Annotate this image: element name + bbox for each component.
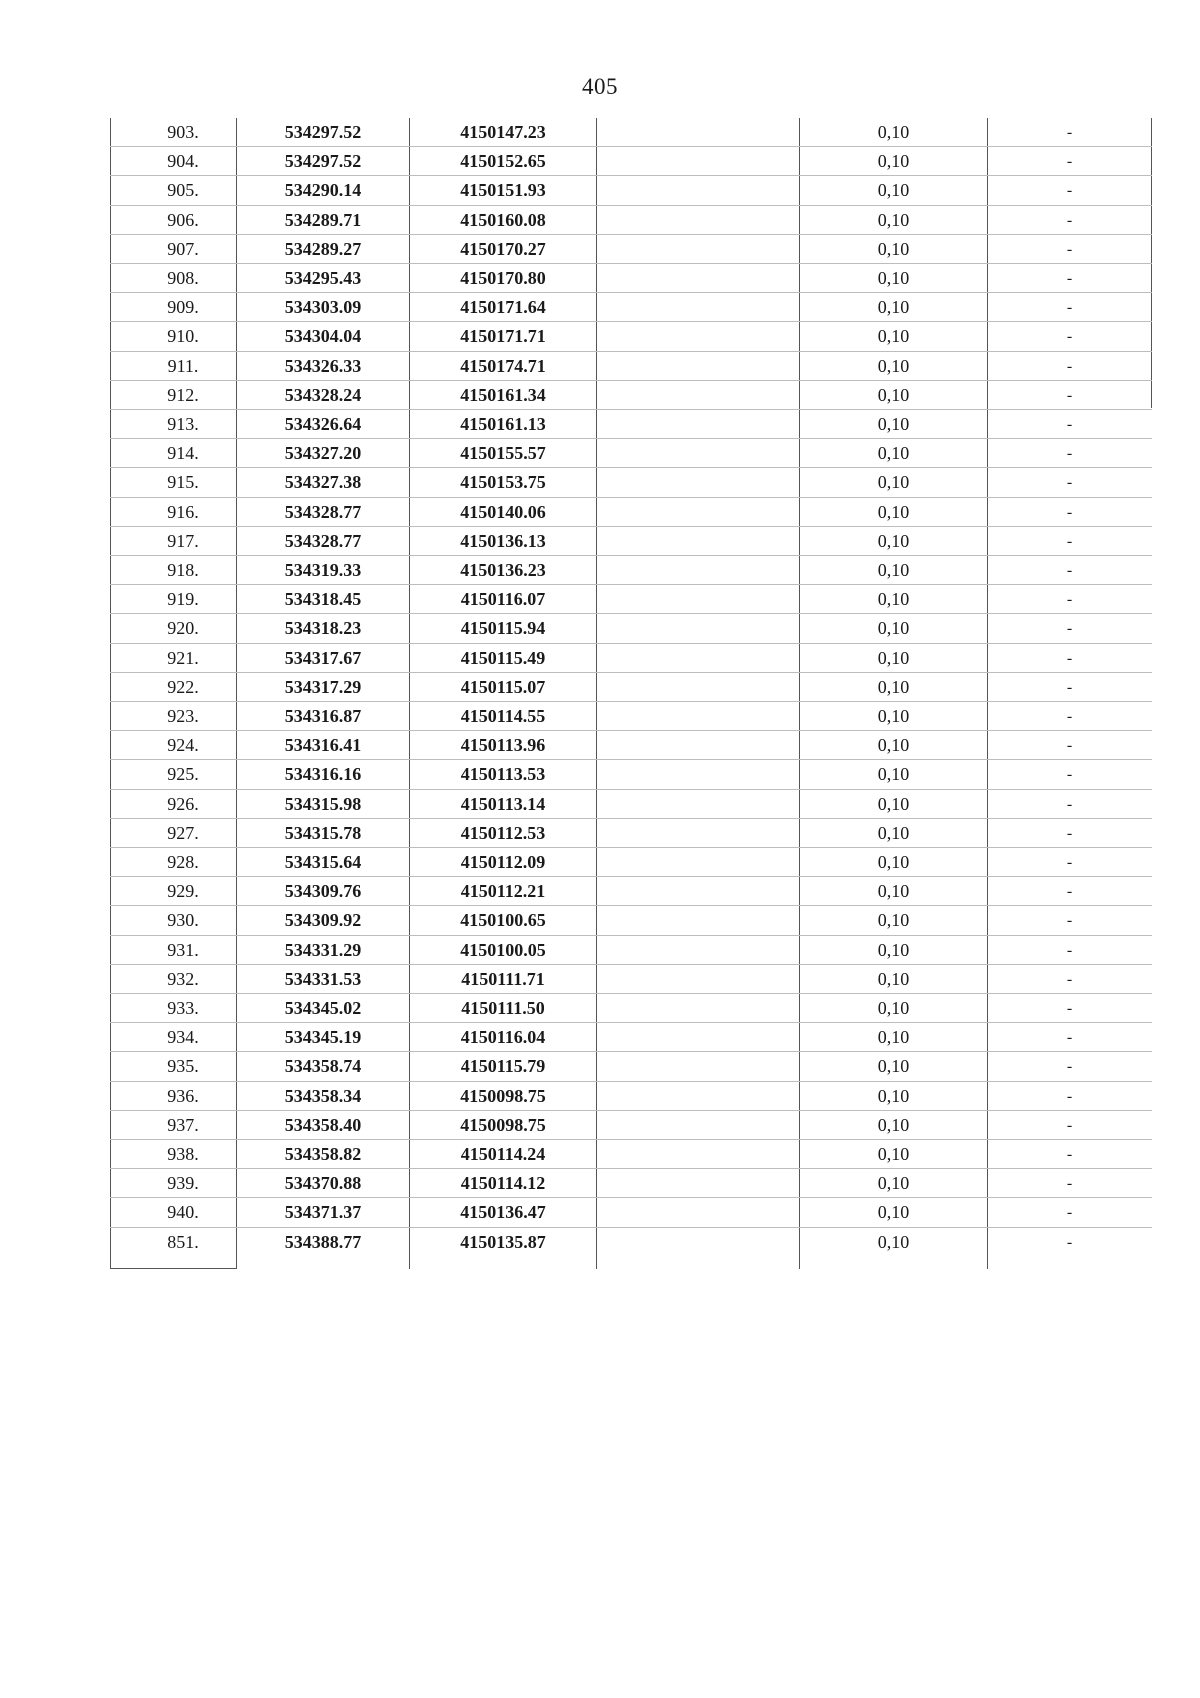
accuracy-value: 0,10 [877, 706, 910, 726]
table-row [110, 352, 1152, 381]
empty-cell [597, 1082, 799, 1111]
point-number: 927. [167, 822, 199, 843]
empty-cell [597, 439, 799, 468]
table-row [110, 1228, 1152, 1257]
table-row [110, 731, 1152, 760]
extra-value: - [1066, 824, 1073, 842]
extra-value: - [1066, 211, 1073, 229]
coordinate-y: 4150112.09 [460, 852, 546, 872]
empty-cell [597, 936, 799, 965]
coordinate-y: 4150111.71 [461, 968, 545, 989]
table-row [110, 1111, 1152, 1140]
point-number: 905. [167, 180, 199, 201]
table-row [110, 673, 1152, 702]
accuracy-value: 0,10 [877, 1027, 910, 1048]
coordinate-y: 4150152.65 [460, 151, 546, 172]
coordinate-y: 4150113.96 [460, 735, 546, 756]
point-number: 936. [167, 1085, 199, 1106]
extra-value: - [1066, 591, 1073, 609]
empty-cell [597, 206, 799, 235]
point-number: 918. [167, 560, 199, 580]
point-number: 939. [167, 1173, 199, 1194]
table-row [110, 614, 1152, 643]
point-number: 917. [167, 530, 199, 551]
coordinate-y: 4150100.05 [460, 939, 546, 960]
extra-value: - [1066, 270, 1073, 287]
coordinate-y: 4150140.06 [460, 501, 546, 522]
table-row [110, 819, 1152, 848]
coordinate-x: 534315.64 [284, 852, 362, 872]
coordinate-y: 4150115.79 [460, 1056, 546, 1077]
point-number: 933. [167, 998, 199, 1018]
accuracy-value: 0,10 [877, 676, 910, 697]
accuracy-value: 0,10 [877, 530, 910, 551]
empty-cell [597, 176, 799, 205]
coordinate-y: 4150113.14 [460, 793, 546, 814]
accuracy-value: 0,10 [877, 881, 910, 902]
coordinate-x: 534328.77 [284, 501, 362, 522]
empty-cell [597, 468, 799, 497]
extra-value: - [1066, 708, 1073, 725]
extra-value: - [1066, 153, 1073, 171]
table-row [110, 1052, 1152, 1081]
table-row [110, 1023, 1152, 1052]
accuracy-value: 0,10 [877, 180, 910, 201]
coordinate-x: 534327.20 [284, 443, 362, 464]
empty-cell [597, 352, 799, 381]
accuracy-value: 0,10 [877, 151, 910, 172]
point-number: 928. [167, 852, 199, 872]
point-number: 920. [167, 618, 199, 639]
accuracy-value: 0,10 [877, 1085, 910, 1106]
extra-value: - [1066, 1146, 1073, 1163]
coordinate-y: 4150113.53 [460, 764, 546, 785]
table-row [110, 206, 1152, 235]
coordinate-x: 534316.16 [284, 764, 362, 785]
table-row [110, 527, 1152, 556]
coordinate-y: 4150098.75 [460, 1114, 546, 1135]
coordinate-x: 534331.29 [284, 939, 362, 960]
extra-value: - [1066, 474, 1073, 492]
coordinate-x: 534326.33 [284, 355, 362, 376]
accuracy-value: 0,10 [877, 209, 910, 230]
table-row [110, 293, 1152, 322]
extra-value: - [1066, 883, 1073, 901]
extra-value: - [1066, 562, 1073, 579]
coordinate-x: 534317.29 [284, 676, 362, 697]
point-number: 904. [167, 151, 199, 172]
coordinate-x: 534295.43 [284, 268, 362, 288]
extra-value: - [1066, 737, 1073, 755]
coordinate-x: 534304.04 [284, 326, 362, 347]
accuracy-value: 0,10 [877, 618, 910, 639]
coordinate-x: 534303.09 [284, 297, 362, 318]
coordinate-x: 534317.67 [284, 647, 362, 668]
coordinates-table [110, 118, 1152, 1269]
empty-cell [597, 1111, 799, 1140]
coordinate-x: 534319.33 [284, 560, 362, 580]
point-number: 908. [167, 268, 199, 288]
table-row [110, 1198, 1152, 1227]
extra-value: - [1066, 386, 1073, 404]
accuracy-value: 0,10 [877, 238, 910, 259]
table-row [110, 176, 1152, 205]
point-number: 921. [167, 647, 199, 668]
coordinate-y: 4150136.47 [460, 1202, 546, 1223]
extra-value: - [1066, 678, 1073, 696]
extra-value: - [1066, 416, 1073, 433]
accuracy-value: 0,10 [877, 998, 910, 1018]
accuracy-value: 0,10 [877, 1144, 910, 1164]
table-row [110, 322, 1152, 351]
coordinate-x: 534289.71 [284, 209, 362, 230]
table-row [110, 906, 1152, 935]
empty-cell [597, 235, 799, 264]
empty-cell [597, 965, 799, 994]
coordinate-y: 4150098.75 [460, 1085, 546, 1106]
coordinate-y: 4150151.93 [460, 180, 546, 201]
table-row [110, 439, 1152, 468]
coordinate-x: 534315.78 [284, 822, 362, 843]
empty-cell [597, 293, 799, 322]
extra-value: - [1066, 1204, 1073, 1222]
point-number: 926. [167, 793, 199, 814]
extra-value: - [1066, 445, 1073, 463]
point-number: 910. [167, 326, 199, 347]
coordinate-y: 4150115.07 [460, 676, 546, 697]
coordinate-x: 534328.77 [284, 530, 362, 551]
empty-cell [597, 644, 799, 673]
coordinate-y: 4150174.71 [460, 355, 546, 376]
extra-value: - [1066, 1175, 1073, 1193]
table-row [110, 936, 1152, 965]
point-number: 919. [167, 589, 199, 610]
point-number: 934. [167, 1027, 199, 1048]
empty-cell [597, 498, 799, 527]
coordinate-x: 534358.74 [284, 1056, 362, 1077]
coordinate-x: 534289.27 [284, 238, 362, 259]
accuracy-value: 0,10 [877, 414, 910, 434]
table-row [110, 381, 1152, 410]
empty-cell [597, 264, 799, 293]
table-row [110, 1082, 1152, 1111]
page-number: 405 [582, 74, 618, 99]
coordinate-y: 4150100.65 [460, 910, 546, 931]
table-row [110, 760, 1152, 789]
coordinate-x: 534358.82 [284, 1144, 362, 1164]
extra-value: - [1066, 970, 1073, 988]
coordinate-x: 534370.88 [284, 1173, 362, 1194]
point-number: 912. [167, 384, 199, 405]
extra-value: - [1066, 503, 1073, 521]
coordinate-x: 534371.37 [284, 1202, 362, 1223]
extra-value: - [1066, 240, 1073, 258]
extra-value: - [1066, 649, 1073, 667]
coordinate-x: 534326.64 [284, 414, 362, 434]
coordinate-y: 4150111.50 [461, 998, 545, 1018]
coordinate-y: 4150171.64 [460, 297, 546, 318]
coordinate-x: 534327.38 [284, 472, 362, 493]
coordinate-y: 4150147.23 [460, 122, 546, 142]
coordinate-x: 534309.76 [284, 881, 362, 902]
point-number: 909. [167, 297, 199, 318]
point-number: 930. [167, 910, 199, 931]
coordinate-y: 4150136.13 [460, 530, 546, 551]
empty-cell [597, 848, 799, 877]
empty-cell [597, 906, 799, 935]
extra-value: - [1066, 941, 1073, 959]
extra-value: - [1066, 532, 1073, 550]
empty-cell [597, 147, 799, 176]
coordinate-y: 4150116.07 [460, 589, 546, 610]
coordinate-y: 4150171.71 [460, 326, 546, 347]
coordinate-x: 534316.41 [284, 735, 362, 756]
coordinate-x: 534290.14 [284, 180, 362, 201]
coordinate-y: 4150161.13 [460, 414, 546, 434]
empty-cell [597, 118, 799, 147]
point-number: 931. [167, 939, 199, 960]
accuracy-value: 0,10 [877, 384, 910, 405]
extra-value: - [1066, 854, 1073, 871]
table-row [110, 848, 1152, 877]
accuracy-value: 0,10 [877, 589, 910, 610]
coordinate-x: 534297.52 [284, 122, 362, 142]
accuracy-value: 0,10 [877, 1114, 910, 1135]
point-number: 923. [167, 706, 199, 726]
coordinate-y: 4150112.21 [460, 881, 546, 902]
empty-cell [597, 1169, 799, 1198]
extra-value: - [1066, 124, 1073, 141]
coordinate-y: 4150160.08 [460, 209, 546, 230]
empty-cell [597, 673, 799, 702]
accuracy-value: 0,10 [877, 647, 910, 668]
accuracy-value: 0,10 [877, 852, 910, 872]
table-row [110, 585, 1152, 614]
coordinate-y: 4150161.34 [460, 384, 546, 405]
empty-cell [597, 994, 799, 1023]
point-number: 913. [167, 414, 199, 434]
point-number: 911. [167, 355, 199, 376]
extra-value: - [1066, 912, 1073, 930]
table-row [110, 468, 1152, 497]
coordinate-y: 4150114.55 [460, 706, 546, 726]
coordinate-x: 534331.53 [284, 968, 362, 989]
extra-value: - [1066, 1087, 1073, 1105]
accuracy-value: 0,10 [877, 268, 910, 288]
point-number: 907. [167, 238, 199, 259]
table-row [110, 1140, 1152, 1169]
table-row [110, 410, 1152, 439]
empty-cell [597, 702, 799, 731]
coordinate-y: 4150115.49 [460, 647, 546, 668]
empty-cell [597, 731, 799, 760]
accuracy-value: 0,10 [877, 1056, 910, 1077]
point-number: 916. [167, 501, 199, 522]
coordinate-y: 4150155.57 [460, 443, 546, 464]
point-number: 937. [167, 1114, 199, 1135]
point-number: 924. [167, 735, 199, 756]
table-row [110, 877, 1152, 906]
point-number: 851. [167, 1231, 199, 1252]
point-number: 940. [167, 1202, 199, 1223]
empty-cell [597, 322, 799, 351]
table-row [110, 498, 1152, 527]
accuracy-value: 0,10 [877, 968, 910, 989]
coordinate-x: 534345.02 [284, 998, 362, 1018]
coordinate-x: 534388.77 [284, 1231, 362, 1252]
table-row [110, 994, 1152, 1023]
accuracy-value: 0,10 [877, 122, 910, 142]
coordinate-x: 534318.45 [284, 589, 362, 610]
table-row [110, 1169, 1152, 1198]
extra-value: - [1066, 1058, 1073, 1076]
coordinate-y: 4150116.04 [460, 1027, 546, 1048]
empty-cell [597, 1198, 799, 1227]
coordinate-y: 4150170.27 [460, 238, 546, 259]
accuracy-value: 0,10 [877, 764, 910, 785]
point-number: 925. [167, 764, 199, 785]
extra-value: - [1066, 766, 1073, 784]
table-row [110, 264, 1152, 293]
point-number: 915. [167, 472, 199, 493]
table-row [110, 147, 1152, 176]
point-number: 932. [167, 968, 199, 989]
accuracy-value: 0,10 [877, 1202, 910, 1223]
accuracy-value: 0,10 [877, 297, 910, 318]
accuracy-value: 0,10 [877, 939, 910, 960]
table-row [110, 702, 1152, 731]
accuracy-value: 0,10 [877, 326, 910, 347]
extra-value: - [1066, 795, 1073, 813]
accuracy-value: 0,10 [877, 1231, 910, 1252]
table-row [110, 644, 1152, 673]
accuracy-value: 0,10 [877, 355, 910, 376]
empty-cell [597, 1228, 799, 1257]
coordinate-y: 4150153.75 [460, 472, 546, 493]
table-bottom-border [110, 1268, 237, 1269]
extra-value: - [1066, 1000, 1073, 1017]
table-row [110, 965, 1152, 994]
coordinate-y: 4150135.87 [460, 1231, 546, 1252]
accuracy-value: 0,10 [877, 910, 910, 931]
table-row [110, 790, 1152, 819]
extra-value: - [1066, 1116, 1073, 1134]
table-row [110, 118, 1152, 147]
coordinate-x: 534328.24 [284, 384, 362, 405]
empty-cell [597, 1140, 799, 1169]
coordinate-y: 4150170.80 [460, 268, 546, 288]
table-row [110, 556, 1152, 585]
point-number: 938. [167, 1144, 199, 1164]
accuracy-value: 0,10 [877, 472, 910, 493]
extra-value: - [1066, 1233, 1073, 1251]
empty-cell [597, 410, 799, 439]
accuracy-value: 0,10 [877, 793, 910, 814]
accuracy-value: 0,10 [877, 501, 910, 522]
empty-cell [597, 790, 799, 819]
point-number: 906. [167, 209, 199, 230]
accuracy-value: 0,10 [877, 735, 910, 756]
coordinate-y: 4150114.12 [460, 1173, 546, 1194]
coordinate-x: 534297.52 [284, 151, 362, 172]
empty-cell [597, 877, 799, 906]
empty-cell [597, 1052, 799, 1081]
accuracy-value: 0,10 [877, 560, 910, 580]
point-number: 929. [167, 881, 199, 902]
empty-cell [597, 556, 799, 585]
extra-value: - [1066, 328, 1073, 346]
accuracy-value: 0,10 [877, 822, 910, 843]
empty-cell [597, 585, 799, 614]
accuracy-value: 0,10 [877, 1173, 910, 1194]
coordinate-y: 4150112.53 [460, 822, 546, 843]
empty-cell [597, 381, 799, 410]
coordinate-y: 4150136.23 [460, 560, 546, 580]
point-number: 903. [167, 122, 199, 142]
coordinate-x: 534358.34 [284, 1085, 362, 1106]
coordinate-x: 534315.98 [284, 793, 362, 814]
accuracy-value: 0,10 [877, 443, 910, 464]
extra-value: - [1066, 182, 1073, 200]
coordinate-x: 534345.19 [284, 1027, 362, 1048]
point-number: 935. [167, 1056, 199, 1077]
coordinate-y: 4150115.94 [460, 618, 546, 639]
empty-cell [597, 819, 799, 848]
extra-value: - [1066, 299, 1073, 317]
empty-cell [597, 527, 799, 556]
coordinate-y: 4150114.24 [460, 1144, 546, 1164]
point-number: 914. [167, 443, 199, 464]
point-number: 922. [167, 676, 199, 697]
extra-value: - [1066, 1029, 1073, 1047]
extra-value: - [1066, 357, 1073, 375]
coordinate-x: 534316.87 [284, 706, 362, 726]
empty-cell [597, 614, 799, 643]
table-row [110, 235, 1152, 264]
coordinate-x: 534318.23 [284, 618, 362, 639]
coordinate-x: 534358.40 [284, 1114, 362, 1135]
extra-value: - [1066, 620, 1073, 638]
empty-cell [597, 1023, 799, 1052]
coordinate-x: 534309.92 [284, 910, 362, 931]
empty-cell [597, 760, 799, 789]
